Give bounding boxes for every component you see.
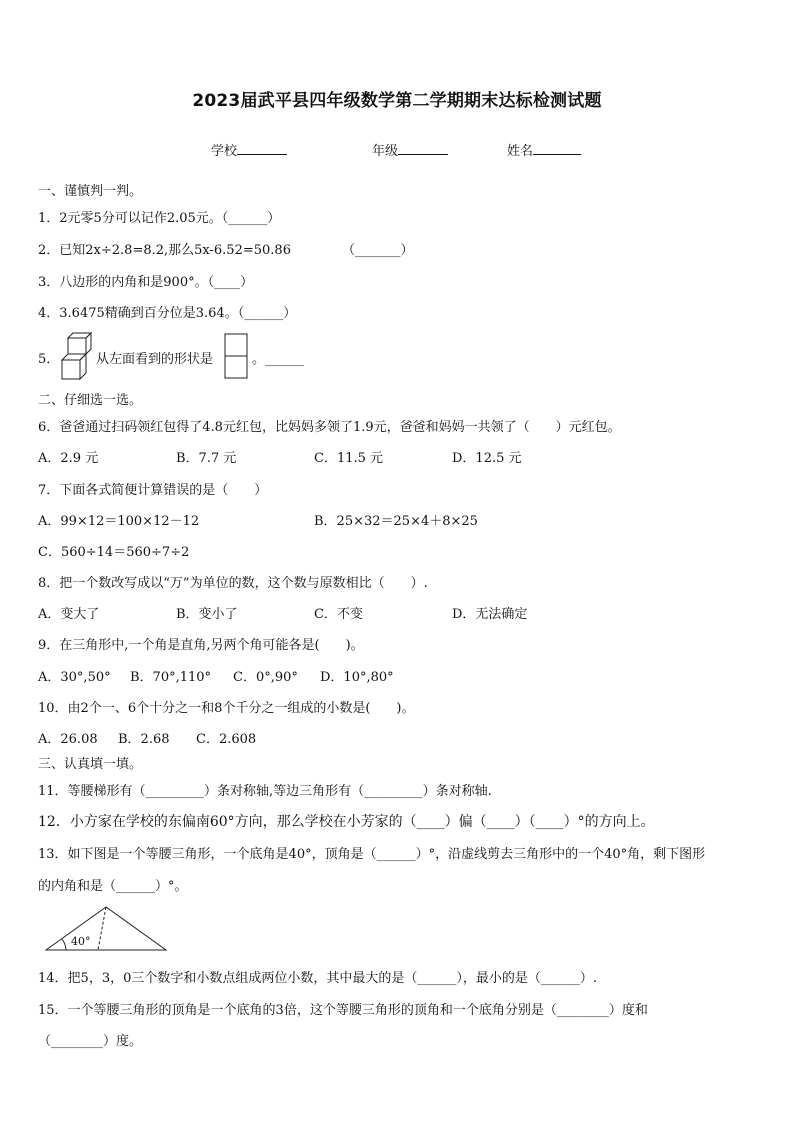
grade-field — [372, 140, 448, 159]
question-9-option-a[interactable]: A．30°,50° — [38, 670, 111, 685]
question-6-option-a[interactable]: A．2.9 元 — [38, 451, 99, 466]
question-10-option-b[interactable]: B．2.68 — [118, 732, 170, 747]
question-8-option-d[interactable]: D．无法确定 — [452, 607, 528, 622]
question-3: 3．八边形的内角和是900°。（____） — [38, 275, 254, 290]
section-3-heading: 三、认真填一填。 — [38, 757, 143, 772]
question-9-option-c[interactable]: C．0°,90° — [233, 670, 298, 685]
question-11: 11．等腰梯形有（_________）条对称轴,等边三角形有（_________）条对称轴. — [38, 784, 492, 799]
cube-stack-figure — [60, 330, 94, 382]
question-13-line-2: 的内角和是（______）°。 — [38, 879, 188, 894]
question-10-option-a[interactable]: A．26.08 — [38, 732, 98, 747]
question-15-line-1: 15．一个等腰三角形的顶角是一个底角的3倍，这个等腰三角形的顶角和一个底角分别是（________）度和 — [38, 1003, 648, 1018]
question-14: 14．把5，3，0三个数字和小数点组成两位小数，其中最大的是（______），最小的是（______）. — [38, 971, 597, 986]
question-6-option-d[interactable]: D．12.5 元 — [452, 451, 522, 466]
section-2-heading: 二、仔细选一选。 — [38, 393, 143, 408]
question-10: 10．由2个一、6个十分之一和8个千分之一组成的小数是( )。 — [38, 701, 415, 716]
isosceles-triangle-figure — [44, 905, 168, 953]
page-title: 2023届武平县四年级数学第二学期期末达标检测试题 — [192, 91, 602, 111]
school-blank[interactable] — [237, 141, 287, 155]
section-1-heading: 一、谨慎判一判。 — [38, 184, 143, 199]
school-label: 学校 — [211, 144, 238, 159]
question-13-line-1: 13．如下图是一个等腰三角形，一个底角是40°，顶角是（______）°，沿虚线剪去三角形中的一个40°角，剩下图形 — [38, 847, 706, 862]
name-field — [507, 140, 581, 159]
question-7-option-c[interactable]: C．560÷14＝560÷7÷2 — [38, 545, 190, 560]
question-2-answer-blank[interactable]: （_______） — [342, 243, 414, 258]
question-7-option-b[interactable]: B．25×32＝25×4＋8×25 — [314, 514, 478, 529]
question-5-answer-blank[interactable]: 。______ — [252, 352, 305, 367]
question-8-option-c[interactable]: C．不变 — [314, 607, 363, 622]
question-4: 4．3.6475精确到百分位是3.64。（______） — [38, 306, 297, 321]
question-6-option-b[interactable]: B．7.7 元 — [176, 451, 237, 466]
question-5-text: 从左面看到的形状是 — [96, 352, 214, 367]
question-9-option-b[interactable]: B．70°,110° — [130, 670, 212, 685]
question-6: 6．爸爸通过扫码领红包得了4.8元红包，比妈妈多领了1.9元，爸爸和妈妈一共领了（ ）元红包。 — [38, 420, 621, 435]
question-10-option-c[interactable]: C．2.608 — [196, 732, 257, 747]
question-6-option-c[interactable]: C．11.5 元 — [314, 451, 384, 466]
school-field — [211, 140, 287, 159]
angle-label: 40° — [71, 935, 91, 948]
grade-label: 年级 — [372, 144, 399, 159]
question-7-option-a[interactable]: A．99×12＝100×12－12 — [38, 514, 200, 529]
question-1: 1．2元零5分可以记作2.05元。（______） — [38, 211, 281, 226]
question-8: 8．把一个数改写成以“万”为单位的数，这个数与原数相比（ ）. — [38, 576, 428, 591]
question-5-number: 5． — [38, 352, 60, 367]
question-9-option-d[interactable]: D．10°,80° — [320, 670, 394, 685]
name-label: 姓名 — [507, 144, 534, 159]
question-15-line-2: （________）度。 — [38, 1034, 143, 1049]
grade-blank[interactable] — [398, 141, 448, 155]
question-8-option-a[interactable]: A．变大了 — [38, 607, 100, 622]
question-12: 12．小方家在学校的东偏南60°方向，那么学校在小芳家的（____）偏（____）（____）°的方向上。 — [38, 814, 655, 830]
name-blank[interactable] — [533, 141, 581, 155]
left-view-figure — [224, 333, 248, 379]
question-8-option-b[interactable]: B．变小了 — [176, 607, 238, 622]
question-9: 9．在三角形中,一个角是直角,另两个角可能各是( )。 — [38, 638, 364, 653]
question-2: 2．已知2x÷2.8=8.2,那么5x-6.52=50.86 — [38, 243, 291, 258]
question-7: 7．下面各式简便计算错误的是（ ） — [38, 483, 268, 498]
